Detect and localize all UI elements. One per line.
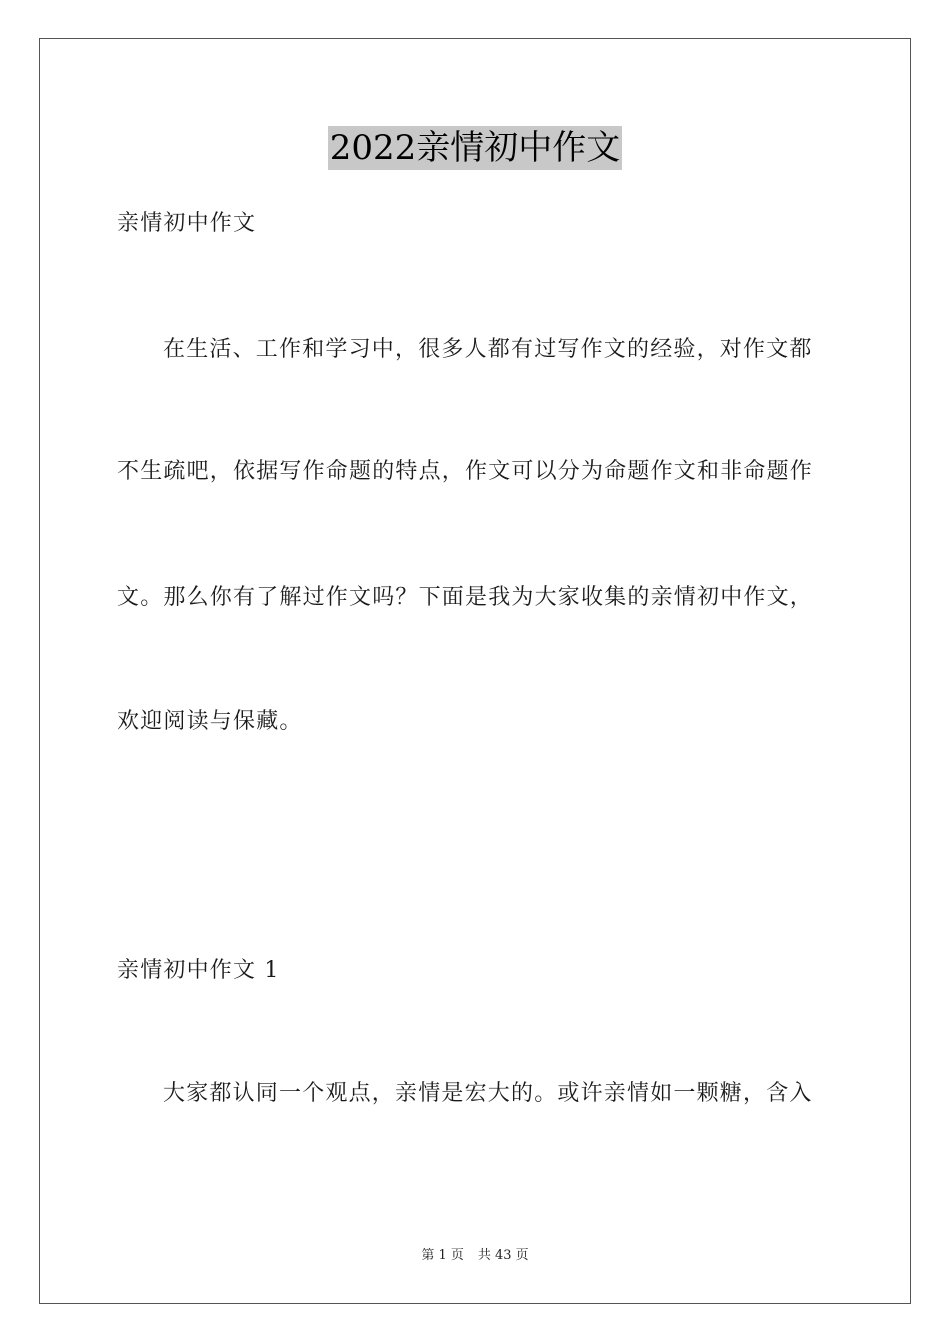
document-title: 2022亲情初中作文 (329, 128, 621, 168)
page-number: 第 1 页 (421, 1248, 464, 1263)
paragraph-line: 欢迎阅读与保藏。 (117, 709, 303, 734)
page-footer (0, 1247, 950, 1265)
paragraph-line: 在生活、工作和学习中，很多人都有过写作文的经验，对作文都 (163, 337, 813, 362)
page-total: 共 43 页 (477, 1248, 529, 1263)
paragraph-line: 不生疏吧，依据写作命题的特点，作文可以分为命题作文和非命题作 (117, 459, 814, 484)
paragraph-line: 大家都认同一个观点，亲情是宏大的。或许亲情如一颗糖，含入 (163, 1081, 813, 1106)
document-subtitle: 亲情初中作文 (117, 211, 257, 236)
paragraph-line: 文。那么你有了解过作文吗？下面是我为大家收集的亲情初中作文， (117, 585, 814, 610)
section-heading: 亲情初中作文 1 (117, 958, 280, 983)
title-container (0, 126, 950, 170)
